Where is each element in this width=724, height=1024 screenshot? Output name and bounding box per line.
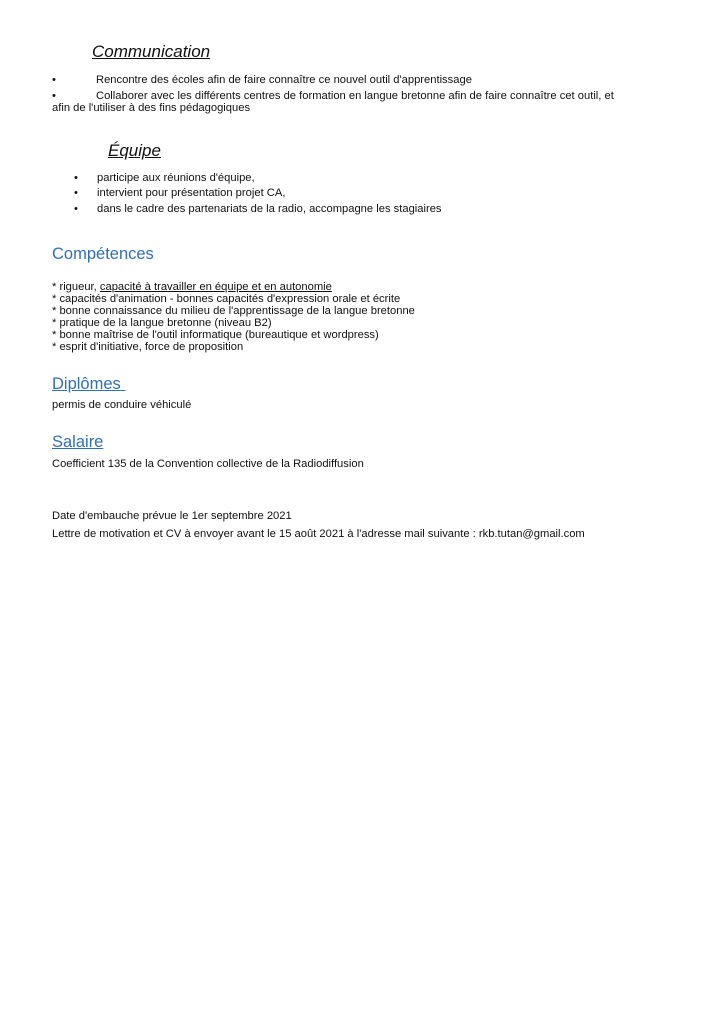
communication-heading: Communication [92, 42, 211, 61]
competence-prefix: * rigueur, [52, 281, 100, 293]
bullet: • [74, 187, 78, 199]
equipe-item-1: participe aux réunions d'équipe, [97, 172, 255, 184]
bullet: • [74, 203, 78, 215]
competence-item-2: * capacités d'animation - bonnes capacités d'expression orale et écrite [52, 293, 401, 305]
communication-item-2: Collaborer avec les différents centres de formation en langue bretonne afin de faire connaître cet outil, et [96, 90, 614, 102]
salaire-heading: Salaire [52, 433, 104, 451]
equipe-item-3: dans le cadre des partenariats de la radio, accompagne les stagiaires [97, 203, 442, 215]
competences-heading: Compétences [52, 245, 154, 263]
diplomes-heading-text: Diplômes [52, 375, 121, 393]
bullet: • [52, 90, 56, 102]
communication-item-1: Rencontre des écoles afin de faire connaître ce nouvel outil d'apprentissage [96, 74, 472, 86]
bullet: • [52, 74, 56, 86]
competence-underlined: capacité à travailler en équipe et en autonomie [99, 281, 332, 293]
bullet: • [74, 172, 78, 184]
diplomes-text: permis de conduire véhiculé [52, 399, 192, 411]
salaire-text: Coefficient 135 de la Convention collective de la Radiodiffusion [52, 458, 364, 470]
lettre-motivation: Lettre de motivation et CV à envoyer avant le 15 août 2021 à l'adresse mail suivante : rkb.tutan@gmail.com [52, 528, 585, 540]
competence-item-1 [52, 281, 332, 293]
competence-item-3: * bonne connaissance du milieu de l'apprentissage de la langue bretonne [52, 305, 415, 317]
competence-item-5: * bonne maîtrise de l'outil informatique (bureautique et wordpress) [52, 329, 379, 341]
communication-item-2-cont: afin de l'utiliser à des fins pédagogiques [52, 102, 251, 114]
competence-item-4: * pratique de la langue bretonne (niveau B2) [52, 317, 272, 329]
date-embauche: Date d'embauche prévue le 1er septembre 2021 [52, 510, 292, 522]
equipe-item-2: intervient pour présentation projet CA, [97, 187, 286, 199]
competence-item-6: * esprit d'initiative, force de proposition [52, 341, 244, 353]
diplomes-heading [52, 375, 125, 394]
equipe-heading: Équipe [108, 141, 161, 160]
